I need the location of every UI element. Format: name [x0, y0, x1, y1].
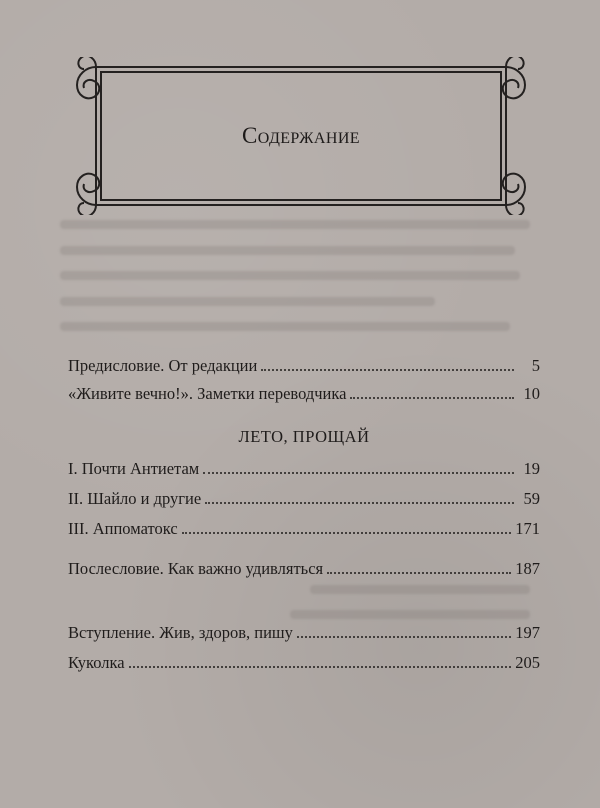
- toc-entry-title: Вступление. Жив, здоров, пишу: [68, 622, 293, 642]
- toc-entry-page: 10: [523, 383, 540, 403]
- toc-entry-page: 197: [515, 622, 540, 642]
- toc-entry[interactable]: [68, 350, 540, 374]
- page-title: Содержание: [242, 123, 360, 148]
- toc-entry[interactable]: [68, 378, 540, 402]
- bleed-through-text: [310, 585, 530, 594]
- dot-leader: [261, 369, 514, 371]
- toc-entry-title: «Живите вечно!». Заметки переводчика: [68, 383, 347, 403]
- toc-entry-title: Предисловие. От редакции: [68, 355, 258, 375]
- heading-frame: [60, 57, 542, 215]
- section-heading: ЛЕТО, ПРОЩАЙ: [238, 427, 370, 446]
- toc-entry-title: Послесловие. Как важно удивляться: [68, 558, 324, 578]
- bleed-through-text: [60, 271, 520, 280]
- toc-entry-title: Куколка: [68, 652, 125, 672]
- toc-entry-page: 5: [531, 355, 540, 375]
- toc-entry-page: 171: [515, 518, 540, 538]
- toc-entry-page: 187: [515, 558, 540, 578]
- dot-leader: [297, 636, 511, 638]
- dot-leader: [129, 666, 512, 668]
- toc-entry[interactable]: [68, 553, 540, 577]
- toc-entry-title: II. Шайло и другие: [68, 488, 202, 508]
- bleed-through-text: [60, 220, 530, 229]
- dot-leader: [205, 502, 514, 504]
- toc-entry-title: I. Почти Антиетам: [68, 458, 200, 478]
- toc-entry-page: 59: [523, 488, 540, 508]
- toc-entry[interactable]: [68, 453, 540, 477]
- toc-entry[interactable]: [68, 513, 540, 537]
- toc-entry[interactable]: [68, 483, 540, 507]
- dot-leader: [350, 397, 514, 399]
- bleed-through-text: [60, 322, 510, 331]
- toc-entry[interactable]: [68, 647, 540, 671]
- dot-leader: [203, 472, 514, 474]
- dot-leader: [327, 572, 511, 574]
- toc-entry-page: 205: [515, 652, 540, 672]
- toc-entry-page: 19: [523, 458, 540, 478]
- toc-entry[interactable]: [68, 617, 540, 641]
- bleed-through-text: [60, 297, 435, 306]
- bleed-through-text: [60, 246, 515, 255]
- dot-leader: [182, 532, 512, 534]
- toc-entry-title: III. Аппоматокс: [68, 518, 178, 538]
